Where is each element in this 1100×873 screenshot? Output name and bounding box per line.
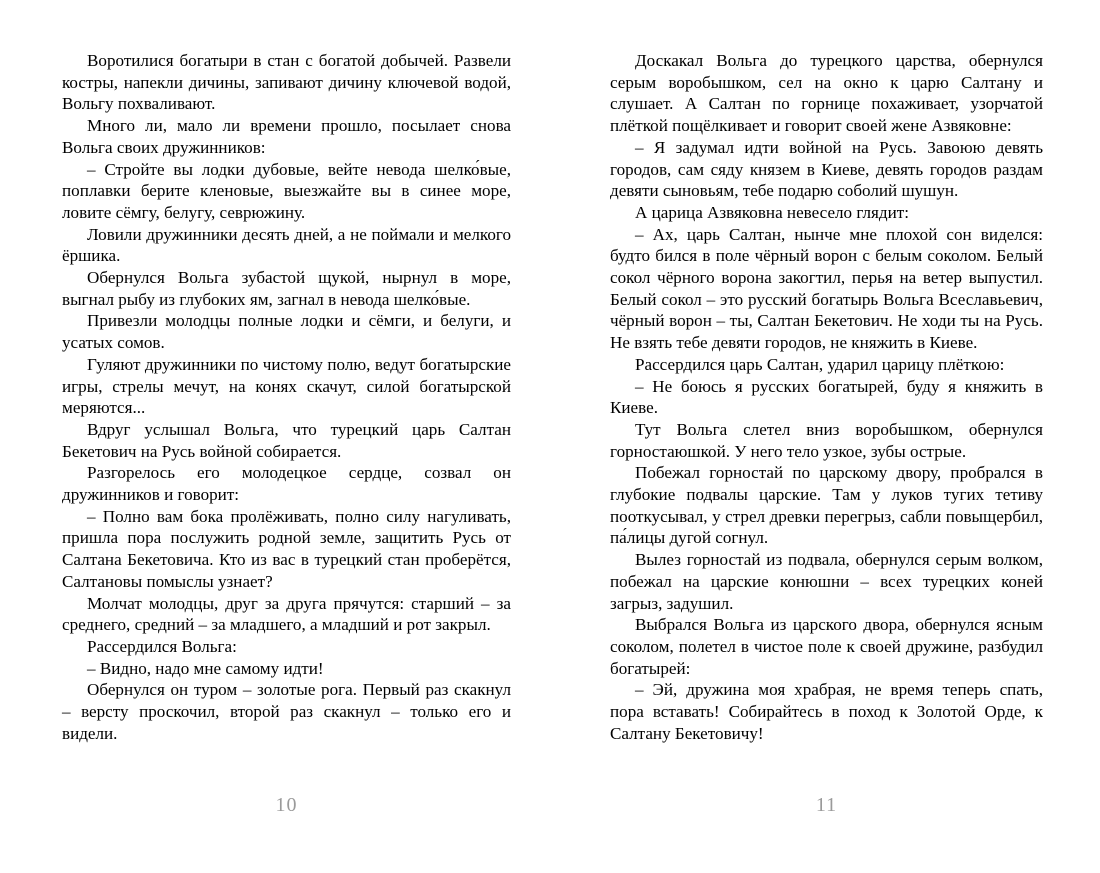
- paragraph: Гуляют дружинники по чистому полю, ведут богатырские игры, стрелы мечут, на конях скачут, силой богатырской меряются...: [62, 354, 511, 418]
- paragraph: Обернулся Вольга зубастой щукой, нырнул в море, выгнал рыбу из глубоких ям, загнал в невода шелко́вые.: [62, 268, 511, 309]
- paragraph: Вылез горностай из подвала, обернулся серым волком, побежал на царские конюшни – всех турецких коней загрыз, задушил.: [610, 550, 1043, 613]
- paragraph: Много ли, мало ли времени прошло, посылает снова Вольга своих дружинников:: [62, 116, 511, 157]
- paragraph: Разгорелось его молодецкое сердце, созвал он дружинников и говорит:: [62, 463, 511, 505]
- paragraph: – Эй, дружина моя храбрая, не время теперь спать, пора вставать! Собирайтесь в поход к Золотой Орде, к Салтану Бекетовичу!: [610, 680, 1043, 743]
- paragraph: – Не боюсь я русских богатырей, буду я княжить в Киеве.: [610, 376, 1043, 418]
- paragraph: Рассердился Вольга:: [87, 636, 237, 656]
- paragraph: Тут Вольга слетел вниз воробышком, обернулся горностаюшкой. У него тело узкое, зубы острые.: [610, 419, 1043, 461]
- right-page-body-text: [610, 50, 1043, 745]
- paragraph: Привезли молодцы полные лодки и сёмги, и белуги, и усатых сомов.: [62, 311, 511, 353]
- paragraph: Вдруг услышал Вольга, что турецкий царь Салтан Бекетович на Русь войной собирается.: [62, 419, 511, 461]
- paragraph: Доскакал Вольга до турецкого царства, обернулся серым воробышком, сел на окно к царю Салтану и слушает. А Салтан по горнице похаживает, узорчатой плёткой пощёлкивает и говорит своей жене Азвяковне:: [610, 51, 1043, 136]
- paragraph: Побежал горностай по царскому двору, пробрался в глубокие подвалы царские. Там у луков тугих тетиву пооткусывал, у стрел древки перегрыз, сабли повыщербил, па́лицы дугой согнул.: [610, 463, 1043, 548]
- left-page-body-text: [62, 50, 511, 745]
- paragraph: Молчат молодцы, друг за друга прячутся: старший – за среднего, средний – за младшего, а младший и рот закрыл.: [62, 593, 511, 635]
- paragraph: – Полно вам бока пролёживать, полно силу нагуливать, пришла пора послужить родной земле, защитить Русь от Салтана Бекетовича. Кто из вас в турецкий стан проберётся, Салтановы помыслы узнает?: [62, 506, 511, 591]
- paragraph: Ловили дружинники десять дней, а не поймали и мелкого ёршика.: [62, 224, 511, 266]
- paragraph: Выбрался Вольга из царского двора, обернулся ясным соколом, полетел в чистое поле к своей дружине, разбудил богатырей:: [610, 615, 1043, 678]
- paragraph: – Я задумал идти войной на Русь. Завоюю девять городов, сам сяду князем в Киеве, девять городов раздам девяти сыновьям, тебе подарю соболий шушун.: [610, 137, 1043, 201]
- paragraph: А царица Азвяковна невесело глядит:: [635, 202, 909, 222]
- paragraph: Рассердился царь Салтан, ударил царицу плёткою:: [635, 354, 1005, 374]
- paragraph: – Ах, царь Салтан, нынче мне плохой сон виделся: будто бился в поле чёрный ворон с белым соколом. Белый сокол чёрного ворона закогтил, перья на ветер выпустил. Белый сокол – это русский богатырь Вольга Всеславьевич, чёрный ворон – ты, Салтан Бекетович. Не ходи ты на Русь. Не взять тебе девяти городов, не княжить в Киеве.: [610, 224, 1043, 353]
- right-page-folio: 11: [815, 794, 838, 816]
- left-page-text-column: [62, 50, 511, 745]
- left-page-folio: 10: [275, 794, 298, 816]
- right-page-text-column: [610, 50, 1043, 745]
- paragraph: Обернулся он туром – золотые рога. Первый раз скакнул – версту проскочил, второй раз скакнул – только его и видели.: [62, 680, 511, 743]
- paragraph: Воротилися богатыри в стан с богатой добычей. Развели костры, напекли дичины, запивают дичину ключевой водой, Вольгу похваливают.: [62, 51, 511, 114]
- paragraph: – Стройте вы лодки дубовые, вейте невода шелко́вые, поплавки берите кленовые, выезжайте вы в синее море, ловите сёмгу, белугу, севрюжину.: [62, 159, 511, 222]
- paragraph: – Видно, надо мне самому идти!: [87, 658, 324, 678]
